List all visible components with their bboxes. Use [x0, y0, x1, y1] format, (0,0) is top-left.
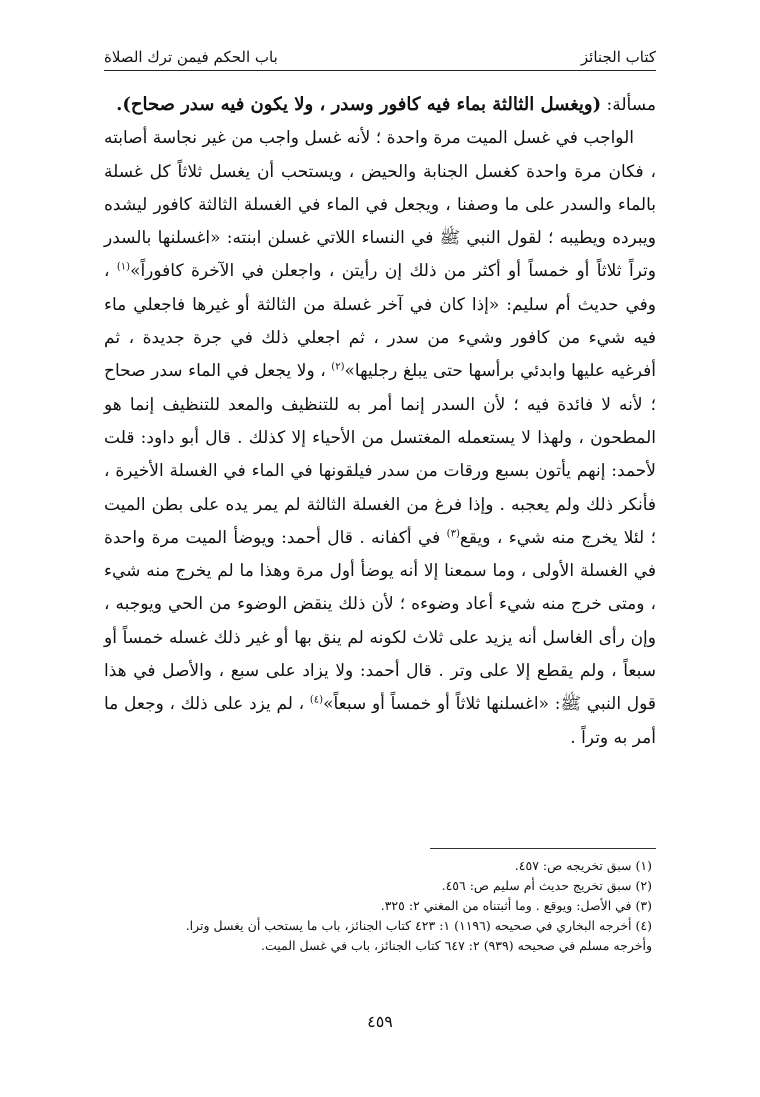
footnote-3: (٣) في الأصل: ويوقع . وما أثبتناه من المغني ٢: ٣٢٥. [380, 898, 652, 913]
text-segment-3: ، ولا يجعل في الماء سدر صحاح ؛ لأنه لا فائدة فيه ؛ لأن السدر إنما أمر به للتنظيف والمعد للتنظيف إنما هو المطحون ، ولهذا لا يستعمله المغتسل من الأحياء إلا كذلك . قال أبو داود: قلت لأحمد: إنهم يأتون بسبع ورقات من سدر فيلقونها في الماء في الغسلة الأخيرة ، فأنكر ذلك ولم يعجبه . وإذا فرغ من الغسلة الثالثة لم يمر يده على بطن الميت ؛ لئلا يخرج منه شيء ، ويقع [104, 361, 657, 548]
header-divider [104, 70, 656, 71]
text-segment-2: ، وفي حديث أم سليم: «إذا كان في آخر غسلة من الثالثة أو غيرها فاجعلي ماء فيه شيء من كافور وشيء من سدر ، ثم اجعلي ذلك في جرة جديدة ، ثم أفرغيه عليها وابدئي برأسها حتى يبلغ رجليها» [104, 261, 656, 382]
text-segment-4: في أكفانه . قال أحمد: ويوضأ الميت مرة واحدة في الغسلة الأولى ، وما سمعنا إلا أنه يوضأ أول مرة وهذا ما لم يخرج منه شيء ، ومتى خرج منه شيء أعاد وضوءه ؛ لأن ذلك ينقض الوضوء من الحي ويوجبه ، وإن رأى الغاسل أنه يزيد على ثلاث لكونه لم ينق بها أو غير ذلك غسله خمساً أو سبعاً ، ولم يقطع إلا على وتر . قال أحمد: ولا يزاد على سبع ، والأصل في هذا قول النبي ﷺ: «اغسلنها ثلاثاً أو خمساً أو سبعاً» [104, 527, 657, 715]
running-header [104, 36, 656, 66]
footnote-ref-3[interactable]: (٣) [446, 528, 460, 540]
footnote-1: (١) سبق تخريجه ص: ٤٥٧. [514, 858, 652, 873]
issue-label: مسألة: [606, 95, 656, 115]
footnote-ref-1[interactable]: (١) [116, 261, 131, 273]
header-section-title: باب الحكم فيمن ترك الصلاة [104, 48, 278, 66]
footnote-4: (٤) أخرجه البخاري في صحيحه (١١٩٦) ١: ٤٢٣ كتاب الجنائز، باب ما يستحب أن يغسل وترا. [185, 918, 652, 933]
footnote-ref-2[interactable]: (٢) [331, 361, 345, 373]
footnotes [104, 856, 652, 956]
footnote-ref-4[interactable]: (٤) [309, 694, 324, 706]
text-segment-1: الواجب في غسل الميت مرة واحدة ؛ لأنه غسل واجب من غير نجاسة أصابته ، فكان مرة واحدة كغسل الجنابة والحيض ، ويستحب أن يغسل ثلاثاً كل غسلة بالماء والسدر على ما وصفنا ، ويجعل في الماء في الغسلة الثالثة كافور ليشده ويبرده ويطيبه ؛ لقول النبي ﷺ في النساء اللاتي غسلن ابنته: «اغسلنها بالسدر وتراً ثلاثاً أو خمساً أو أكثر من ذلك إن رأيتن ، واجعلن في الآخرة كافوراً» [104, 128, 656, 282]
footnote-divider [430, 848, 656, 849]
header-chapter-title: كتاب الجنائز [580, 48, 656, 66]
footnote-4-continued: وأخرجه مسلم في صحيحه (٩٣٩) ٢: ٦٤٧ كتاب الجنائز، باب في غسل الميت. [261, 938, 652, 953]
issue-statement: (ويغسل الثالثة بماء فيه كافور وسدر ، ولا يكون فيه سدر صحاح). [116, 94, 602, 115]
page-number: ٤٥٩ [367, 1012, 393, 1031]
issue-heading [104, 88, 656, 122]
main-text [104, 88, 656, 755]
commentary-paragraph [104, 122, 656, 755]
footnote-2: (٢) سبق تخريج حديث أم سليم ص: ٤٥٦. [441, 878, 652, 893]
text-segment-5: ، لم يزد على ذلك ، وجعل ما أمر به وتراً . [104, 694, 656, 748]
